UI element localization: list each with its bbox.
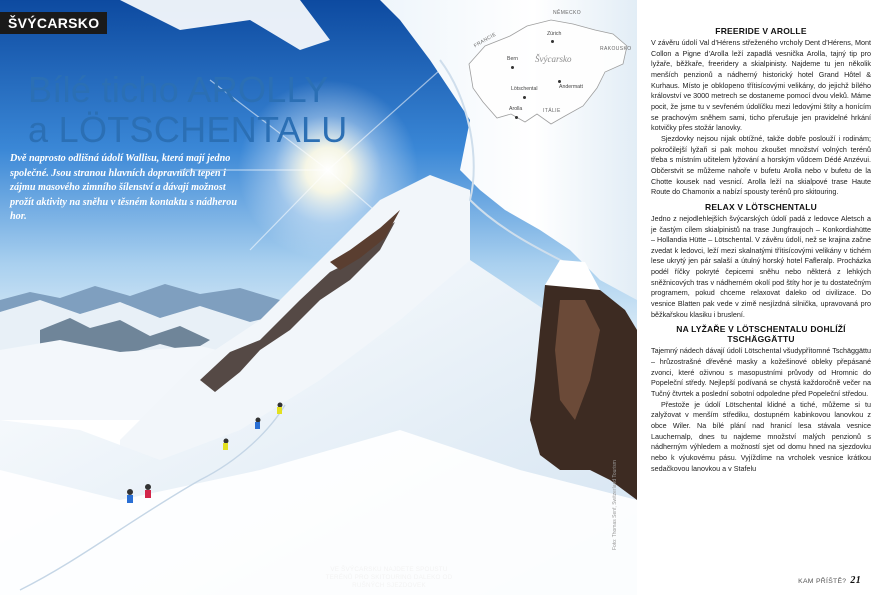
switzerland-map [455,6,635,136]
section-heading-tschaggattu: NA LYŽAŘE V LÖTSCHENTALU DOHLÍŽÍ TSCHÄGGÄTTU [676,324,846,345]
map-label-germany: NĚMECKO [553,10,582,16]
page-number: 21 [850,575,861,586]
map-label-bern: Bern [507,56,518,62]
paragraph: Přestože je údolí Lötschental klidné a tiché, můžeme si tu zalyžovat v menším střediku, dostupném kabinkovou lanovkou z obce Wiler. Na bílé plání nad hranicí lesa stávala vesnice Lauchernalp, dnes tu najdeme množství malých penzionů s nádherným výhledem a možností sjet od domu hned na sjezdovku nebo k výukovému pásu. Vyjíždíme na vrcholek vesnice krátkou sedačkovou lanovkou a v Stafelu [651,399,871,473]
headline-line-1: Bílé ticho AROLLY [28,69,329,110]
switzerland-map-shape [455,6,635,136]
map-dot-zurich [551,40,554,43]
paragraph: Jedno z nejodlehlejších švýcarských údolí padá z ledovce Aletsch a je častým cílem skialpinistů na trase Jungfraujoch – Konkordiahütte – Hollandia Hütte – Lötschental. V závěru údolí, než se krajina začne zvedat k ledovci, leží mezi skalnatými třítisícovými velikány v tichém lese ukrytý jen pár salaší a útulný horský hotel Fafleralp. Procházka podél říčky pokryté čepicemi sněhu nebo některá z lehkých sněžnicových tras v nádherném okolí pod štíty hor je tu dostatečným programem, pokud chceme relaxovat daleko od civilizace. Do vesnice Blatten pak vede v zimě nesjízdná silnička, upravovaná pro běžkařskou klasiku i bruslení. [651,213,871,319]
map-title: Švýcarsko [535,54,572,64]
map-dot-andermatt [558,80,561,83]
section-heading-lotschental: RELAX V LÖTSCHENTALU [705,201,817,212]
page-footer [798,575,861,586]
section-body-lotschental [651,214,871,321]
map-label-austria: RAKOUSKO [600,46,632,52]
photo-caption: VE ŠVÝCARSKU NAJDETE SPOUSTU TERÉNŮ PRO SKITOURING DALEKO OD RUŠNÝCH SJEZDOVEK [325,566,453,589]
section-body-tschaggattu [651,346,871,474]
map-label-france: FRANCIE [473,31,498,50]
paragraph: V závěru údolí Val d’Hérens střeženého vrcholy Dent d’Hérens, Mont Collon a Pigne d’Arolla leží zapadlá vesnička Arolla, tajný tip pro lyžaře, běžkaře, freeridery a skialpinisty. Najdeme tu jen několik menších penzionů a nádherný historický hotel Grand Hôtel & Kurhaus. Místo je obklopeno třítisícovými velikány, do jejichž bílého království ve 3000 metrech se dostaneme pomocí dvou vleků. Máme pocit, že jsme tu v sevřeném údolíčku mezi ledovými štíty a honícím se prachovým sněhem sami, ticho přerušuje jen pravidelné hrkání kotvičky přes stožár lanovky. [651,38,871,133]
map-label-andermatt: Andermatt [559,84,583,90]
map-dot-lotschental [523,96,526,99]
section-tag: ŠVÝCARSKO [0,12,107,34]
map-dot-arolla [515,116,518,119]
article-column [651,26,871,474]
map-label-zurich: Zürich [547,31,562,37]
paragraph: Tajemný nádech dávají údolí Lötschental všudypřítomné Tschäggättu – hrůzostrašné dřevěné masky a kožešinové obleky přepásané zvonci, které oživnou s masopustními průvody od Hromnic do Popeleční středy. Nejlepší podívaná se chystá každoročně večer na Tučný čtvrtek a poslední sobotní odpoledne před Popeleční středou. [651,346,871,399]
map-label-arolla: Arolla [509,106,523,112]
photo-credit: Foto: Thomas Senf, Switzerland Tourism [612,460,618,550]
headline [28,70,358,150]
map-label-lotschental: Lötschental [511,86,538,92]
lead-paragraph: Dvě naprosto odlišná údolí Wallisu, která mají jedno společné. Jsou stranou hlavních dopravních tepen i zájmu masového zimního šílenství a dávají možnost prožít aktivity na sněhu v těsném kontaktu s nádherou hor. [10,153,237,223]
section-heading-arolla: FREERIDE V AROLLE [715,26,807,36]
headline-line-2: a LÖTSCHENTALU [28,109,348,150]
magazine-name: KAM PŘÍŠTĚ? [798,578,847,585]
section-body-arolla [651,38,871,198]
paragraph: Sjezdovky nejsou nijak obtížné, takže dobře poslouží i rodinám; pokročilejší lyžaři si pak mohou zkoušet množství volných terénů třeba s místním učitelem lyžování a horským vůdcem Dédé Anzévui. Občerstvit se můžeme nahoře v bufetu Arolla nebo v bufetu de la Chotte kousek nad vesnicí. Arolla leží na skialpové trase Haute Route do Chamonix a nabízí spousty terénů pro skitouring. [651,133,871,197]
map-label-italy: ITÁLIE [543,108,561,114]
map-dot-bern [511,66,514,69]
